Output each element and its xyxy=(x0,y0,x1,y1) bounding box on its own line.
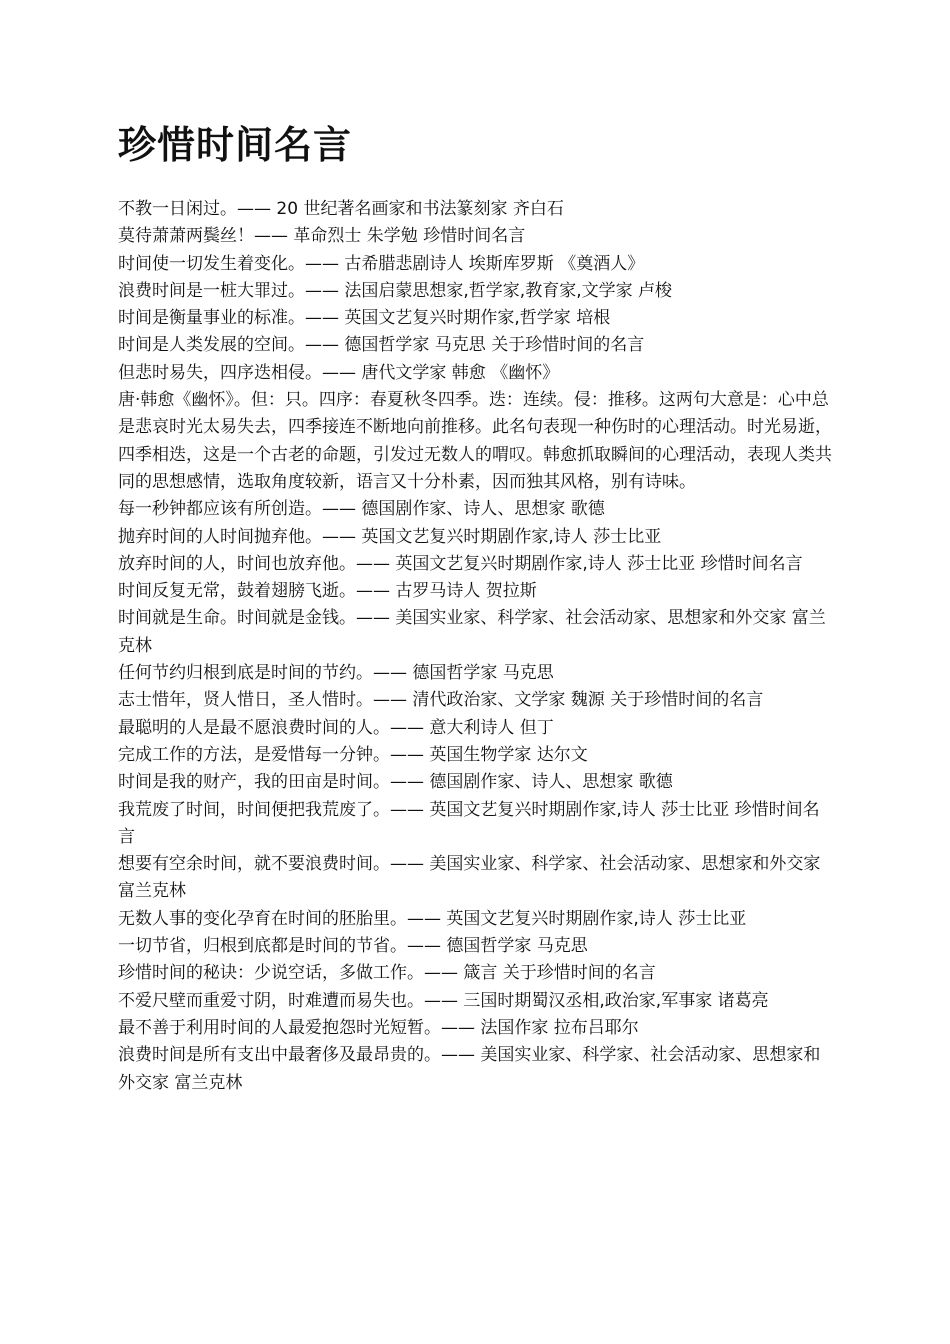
quote-paragraph: 完成工作的方法，是爱惜每一分钟。—— 英国生物学家 达尔文 xyxy=(118,744,588,765)
quote-paragraph: 无数人事的变化孕育在时间的胚胎里。—— 英国文艺复兴时期剧作家,诗人 莎士比亚 xyxy=(118,908,747,929)
quote-paragraph: 浪费时间是所有支出中最奢侈及最昂贵的。—— 美国实业家、科学家、社会活动家、思想家和外交家 富兰克林 xyxy=(118,1045,821,1093)
quote-paragraph: 最不善于利用时间的人最爱抱怨时光短暂。—— 法国作家 拉布吕耶尔 xyxy=(118,1017,639,1038)
quote-paragraph: 时间是我的财产，我的田亩是时间。—— 德国剧作家、诗人、思想家 歌德 xyxy=(118,772,673,793)
quote-paragraph: 不爱尺壁而重爱寸阴，时难遭而易失也。—— 三国时期蜀汉丞相,政治家,军事家 诸葛亮 xyxy=(118,990,769,1011)
quote-paragraph: 一切节省，归根到底都是时间的节省。—— 德国哲学家 马克思 xyxy=(118,936,588,957)
quote-paragraph: 时间反复无常，鼓着翅膀飞逝。—— 古罗马诗人 贺拉斯 xyxy=(118,581,537,602)
quote-paragraph: 任何节约归根到底是时间的节约。—— 德国哲学家 马克思 xyxy=(118,663,554,684)
quote-paragraph: 我荒废了时间，时间便把我荒废了。—— 英国文艺复兴时期剧作家,诗人 莎士比亚 珍惜时间名言 xyxy=(118,799,820,847)
quote-paragraph: 放弃时间的人，时间也放弃他。—— 英国文艺复兴时期剧作家,诗人 莎士比亚 珍惜时间名言 xyxy=(118,553,803,574)
quote-paragraph: 不教一日闲过。—— 20 世纪著名画家和书法篆刻家 齐白石 xyxy=(118,199,564,219)
quote-paragraph: 时间使一切发生着变化。—— 古希腊悲剧诗人 埃斯库罗斯 《奠酒人》 xyxy=(118,253,645,274)
commentary-paragraph: 唐·韩愈《幽怀》。但：只。四序：春夏秋冬四季。迭：连续。侵：推移。这两句大意是：心中总是悲哀时光太易失去，四季接连不断地向前推移。此名句表现一种伤时的心理活动。时光易逝，四季相迭，这是一个古老的命题，引发过无数人的喟叹。韩愈抓取瞬间的心理活动，表现人类共同的思想感情，选取角度较新，语言又十分朴素，因而独其风格，别有诗味。 xyxy=(118,390,832,492)
quote-paragraph: 想要有空余时间，就不要浪费时间。—— 美国实业家、科学家、社会活动家、思想家和外交家 富兰克林 xyxy=(118,854,821,902)
quote-paragraph: 珍惜时间的秘诀：少说空话，多做工作。—— 箴言 关于珍惜时间的名言 xyxy=(118,963,656,984)
quote-paragraph: 抛弃时间的人时间抛弃他。—— 英国文艺复兴时期剧作家,诗人 莎士比亚 xyxy=(118,526,662,547)
quote-paragraph: 时间是衡量事业的标准。—— 英国文艺复兴时期作家,哲学家 培根 xyxy=(118,308,611,329)
quote-paragraph: 每一秒钟都应该有所创造。—— 德国剧作家、诗人、思想家 歌德 xyxy=(118,499,605,520)
quote-paragraph: 志士惜年，贤人惜日，圣人惜时。—— 清代政治家、文学家 魏源 关于珍惜时间的名言 xyxy=(118,690,764,711)
quote-list xyxy=(118,196,834,1097)
quote-paragraph: 莫待萧萧两鬓丝！—— 革命烈士 朱学勉 珍惜时间名言 xyxy=(118,226,526,247)
quote-paragraph: 时间是人类发展的空间。—— 德国哲学家 马克思 关于珍惜时间的名言 xyxy=(118,335,645,356)
quote-paragraph: 最聪明的人是最不愿浪费时间的人。—— 意大利诗人 但丁 xyxy=(118,717,554,738)
quote-paragraph: 但悲时易失，四序迭相侵。—— 唐代文学家 韩愈 《幽怀》 xyxy=(118,362,560,383)
document-title: 珍惜时间名言 xyxy=(118,122,353,167)
quote-paragraph: 时间就是生命。时间就是金钱。—— 美国实业家、科学家、社会活动家、思想家和外交家 富兰克林 xyxy=(118,608,826,656)
quote-paragraph: 浪费时间是一桩大罪过。—— 法国启蒙思想家,哲学家,教育家,文学家 卢梭 xyxy=(118,280,673,301)
